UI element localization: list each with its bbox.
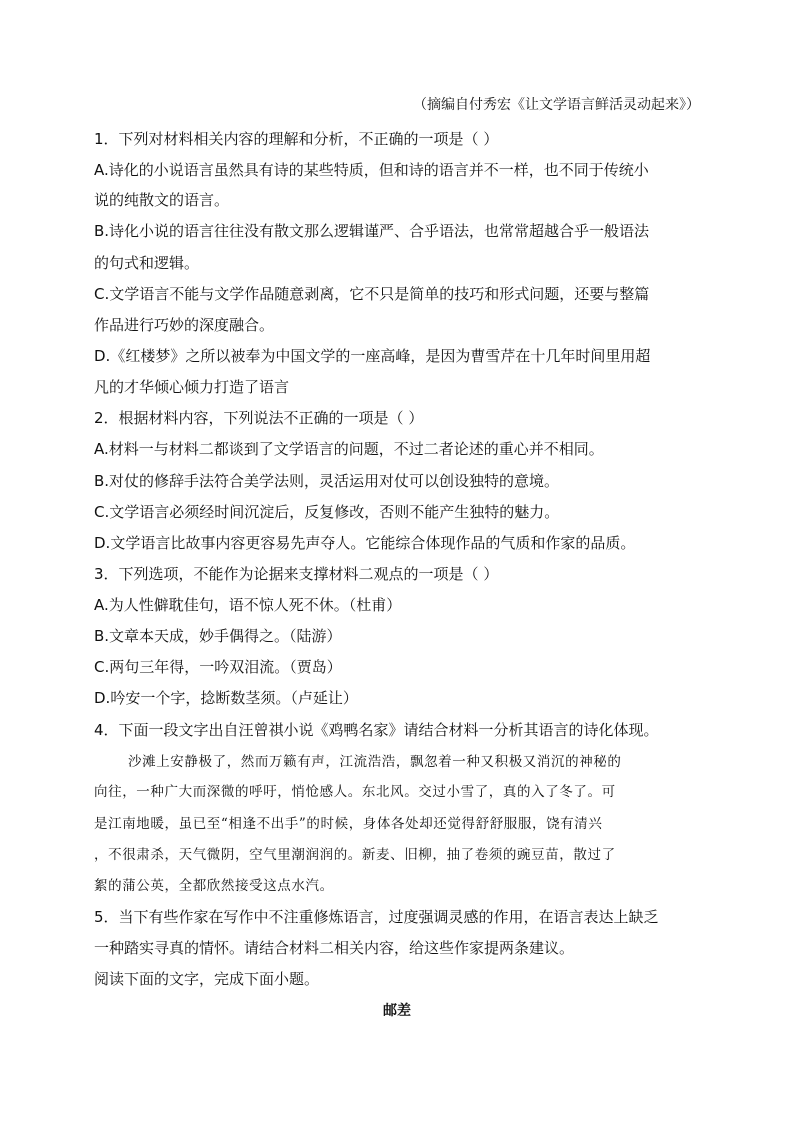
question-1-option-d-line-2: 凡的才华倾心倾力打造了语言 [94, 378, 290, 396]
question-3-option-a: A.为人性僻耽佳句，语不惊人死不休。（杜甫） [94, 596, 402, 614]
excerpt-line-5: 絮的蒲公英，全都欣然接受这点水汽。 [94, 878, 334, 894]
reading-instruction: 阅读下面的文字，完成下面小题。 [94, 970, 320, 988]
question-1-option-b-line-1: B.诗化小说的语言往往没有散文那么逻辑谨严、合乎语法，也常常超越合乎一般语法 [94, 222, 650, 240]
question-2-stem: 2．根据材料内容，下列说法不正确的一项是（ ） [94, 409, 424, 427]
question-3-option-b: B.文章本天成，妙手偶得之。（陆游） [94, 627, 342, 645]
question-1-option-a-line-2: 说的纯散文的语言。 [94, 191, 230, 209]
question-4-stem: 4．下面一段文字出自汪曾祺小说《鸡鸭名家》请结合材料一分析其语言的诗化体现。 [94, 721, 659, 739]
question-2-option-c: C.文学语言必须经时间沉淀后，反复修改，否则不能产生独特的魅力。 [94, 503, 560, 521]
excerpt-line-1: 沙滩上安静极了，然而万籁有声，江流浩浩，飘忽着一种又积极又消沉的神秘的 [128, 754, 622, 770]
excerpt-line-3: 是江南地暖，虽已至“相逢不出手”的时候，身体各处却还觉得舒舒服服，饶有清兴 [94, 816, 603, 832]
question-3-option-d: D.吟安一个字，捻断数茎须。（卢延让） [94, 689, 358, 707]
question-1-option-c-line-2: 作品进行巧妙的深度融合。 [94, 316, 275, 334]
section-title: 邮差 [383, 1003, 411, 1019]
question-5-stem-line-1: 5．当下有些作家在写作中不注重修炼语言，过度强调灵感的作用，在语言表达上缺乏 [94, 908, 659, 926]
source-citation: （摘编自付秀宏《让文学语言鲜活灵动起来》） [413, 97, 700, 113]
question-5-stem-line-2: 一种踏实寻真的情怀。请结合材料二相关内容，给这些作家提两条建议。 [94, 939, 575, 957]
question-2-option-d: D.文学语言比故事内容更容易先声夺人。它能综合体现作品的气质和作家的品质。 [94, 534, 636, 552]
excerpt-line-4: ，不很肃杀，天气微阴，空气里潮润润的。新麦、旧柳，抽了卷须的豌豆苗，散过了 [94, 847, 616, 863]
question-2-option-b: B.对仗的修辞手法符合美学法则，灵活运用对仗可以创设独特的意境。 [94, 472, 560, 490]
question-2-option-a: A.材料一与材料二都谈到了文学语言的问题，不过二者论述的重心并不相同。 [94, 440, 604, 458]
question-1-option-c-line-1: C.文学语言不能与文学作品随意剥离，它不只是简单的技巧和形式问题，还要与整篇 [94, 285, 650, 303]
question-3-option-c: C.两句三年得，一吟双泪流。（贾岛） [94, 658, 342, 676]
question-1-stem: 1．下列对材料相关内容的理解和分析，不正确的一项是（ ） [94, 130, 499, 148]
question-1-option-a-line-1: A.诗化的小说语言虽然具有诗的某些特质，但和诗的语言并不一样，也不同于传统小 [94, 161, 649, 179]
question-3-stem: 3．下列选项，不能作为论据来支撑材料二观点的一项是（ ） [94, 565, 499, 583]
excerpt-line-2: 向往，一种广大而深微的呼吁，悄怆感人。东北风。交过小雪了，真的入了冬了。可 [94, 784, 616, 800]
question-1-option-d-line-1: D.《红楼梦》之所以被奉为中国文学的一座高峰，是因为曹雪芹在十几年时间里用超 [94, 347, 651, 365]
question-1-option-b-line-2: 的句式和逻辑。 [94, 254, 200, 272]
